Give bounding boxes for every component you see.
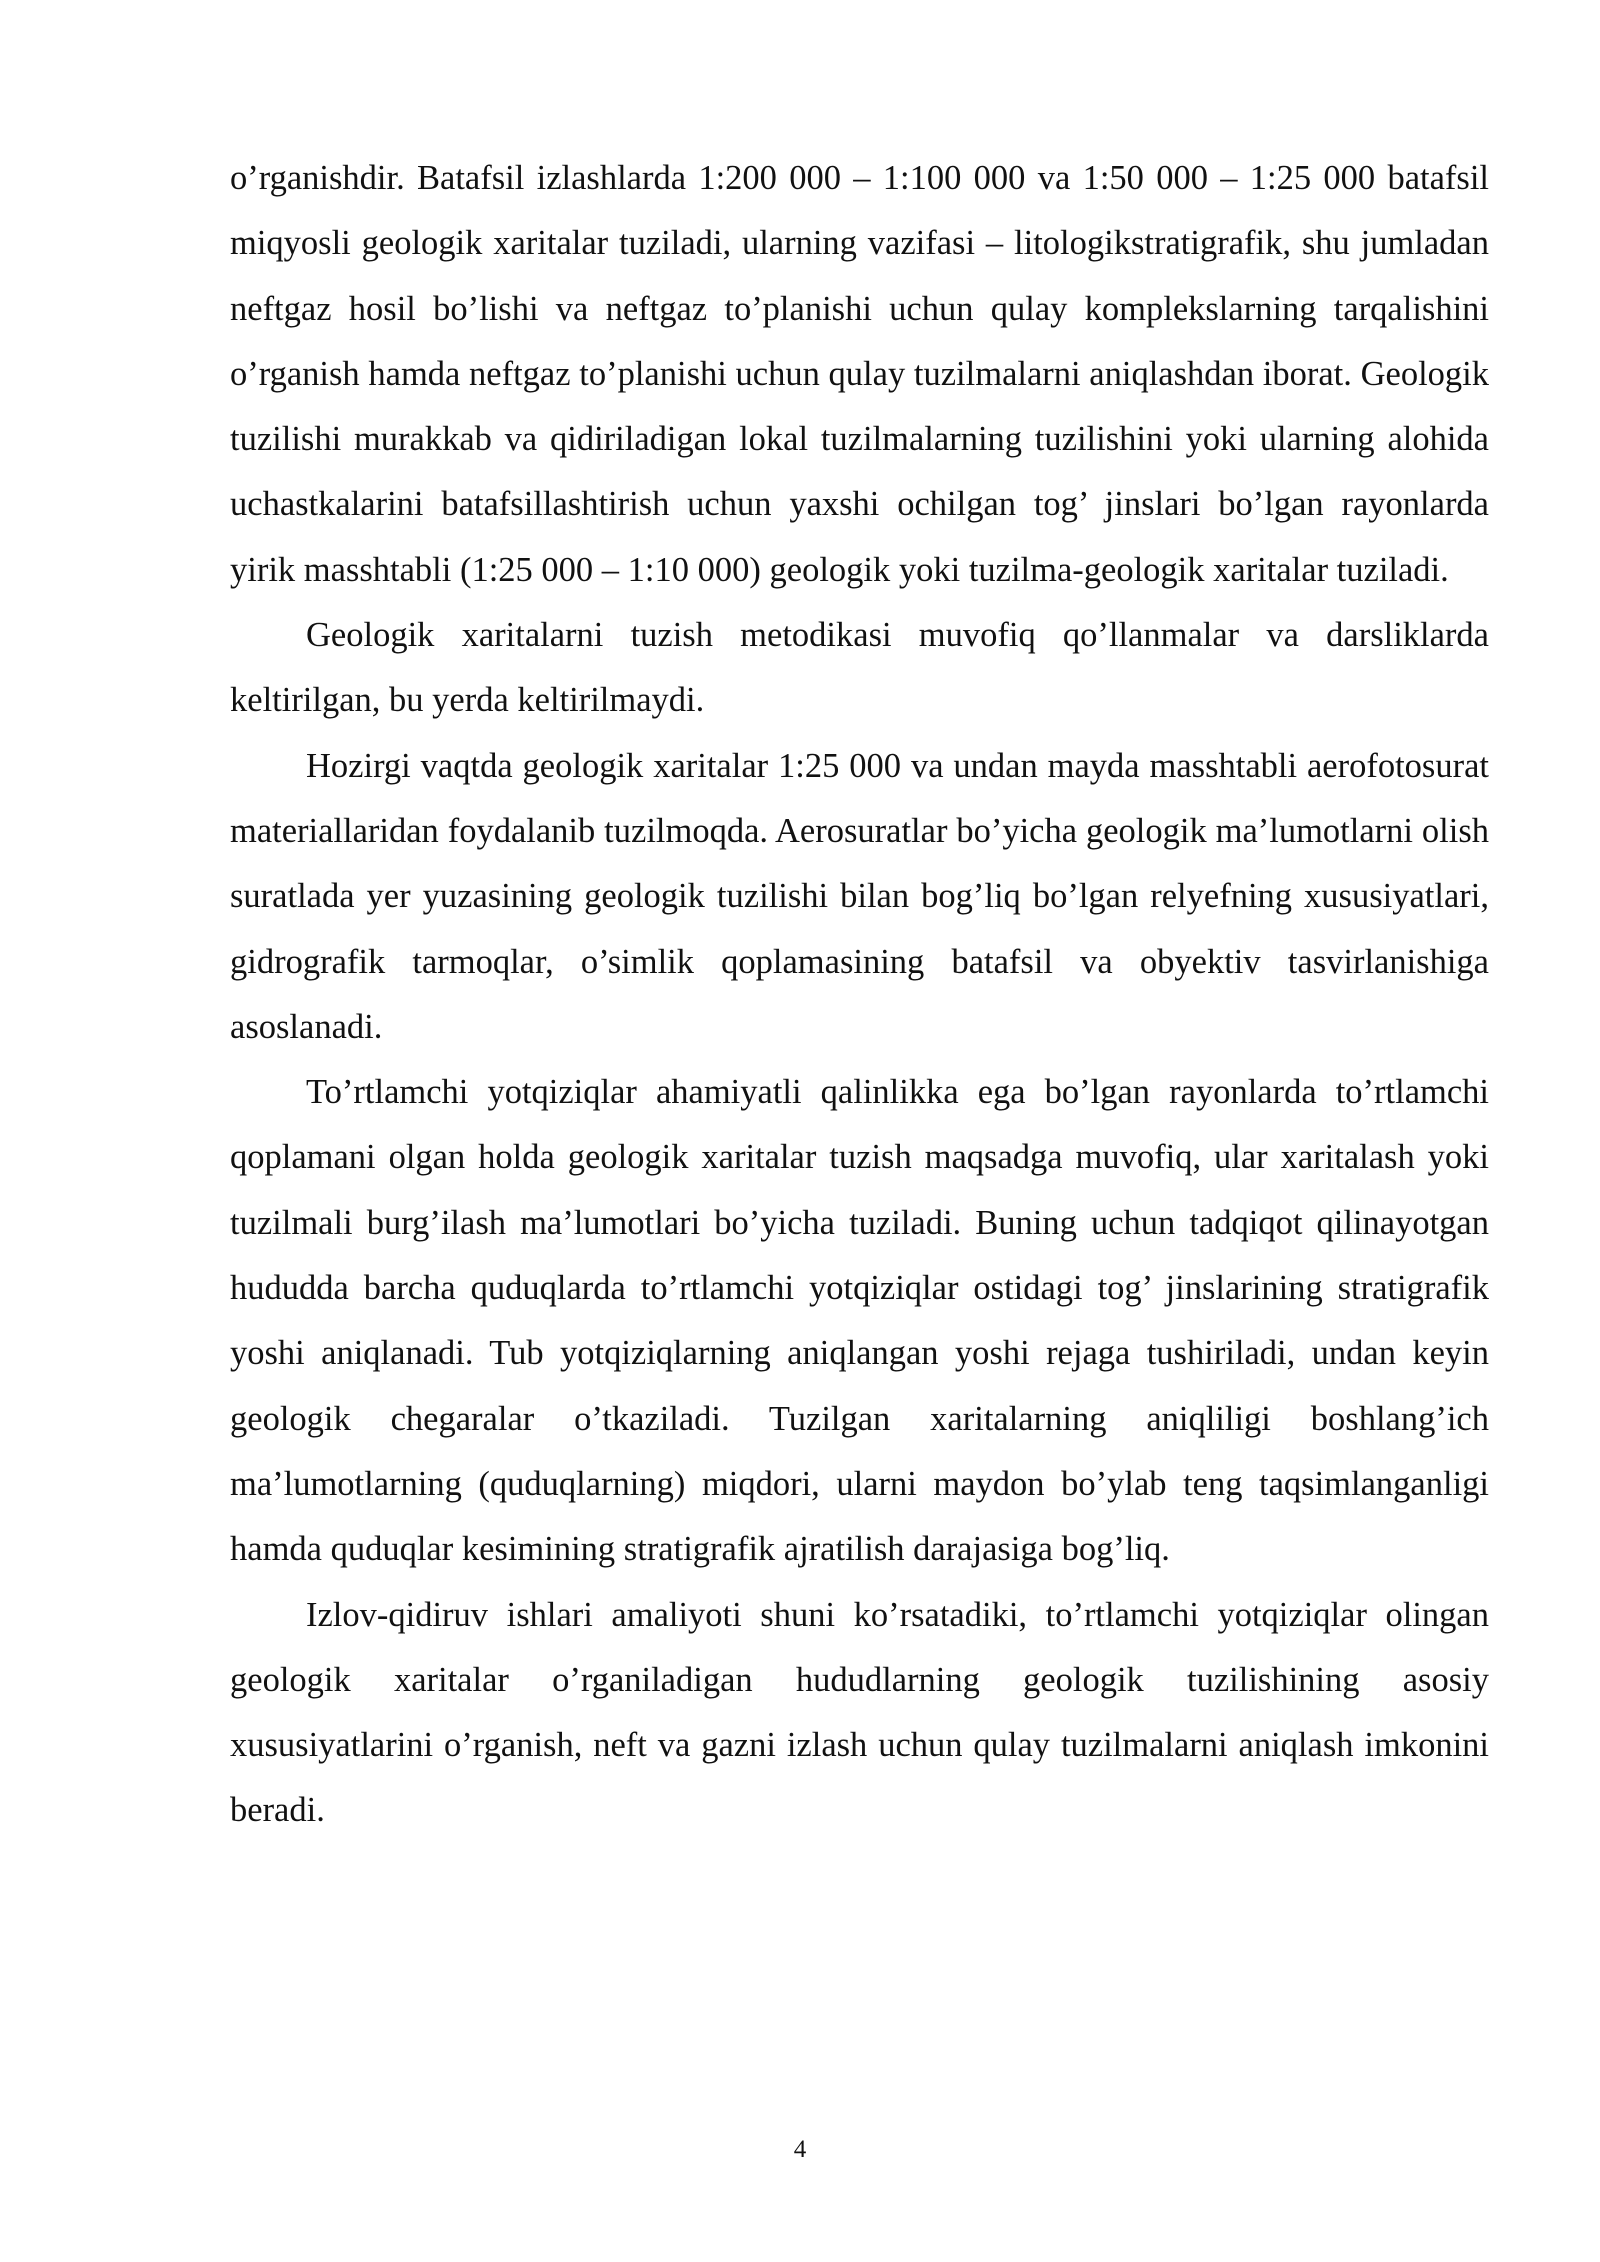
paragraph-methodology: Geologik xaritalarni tuzish metodikasi muvofiq qo’llanmalar va darsliklarda keltirilgan, bu yerda keltirilmaydi. (230, 616, 1489, 720)
paragraph-aerial-photos: Hozirgi vaqtda geologik xaritalar 1:25 000 va undan mayda masshtabli aerofotosurat materiallaridan foydalanib tuzilmoqda. Aerosuratlar bo’yicha geologik ma’lumotlarni olish suratlada yer yuzasining geologik tuzilishi bilan bog’liq bo’lgan relyefning xususiyatlari, gidrografik tarmoqlar, o’simlik qoplamasining batafsil va obyektiv tasvirlanishiga asoslanadi. (230, 746, 1489, 1046)
paragraph-quaternary-deposits: To’rtlamchi yotqiziqlar ahamiyatli qalinlikka ega bo’lgan rayonlarda to’rtlamchi qoplamani olgan holda geologik xaritalar tuzish maqsadga muvofiq, ular xaritalash yoki tuzilmali burg’ilash ma’lumotlari bo’yicha tuziladi. Buning uchun tadqiqot qilinayotgan hududda barcha quduqlarda to’rtlamchi yotqiziqlar ostidagi tog’ jinslarining stratigrafik yoshi aniqlanadi. Tub yotqiziqlarning aniqlangan yoshi rejaga tushiriladi, undan keyin geologik chegaralar o’tkaziladi. Tuzilgan xaritalarning aniqliligi boshlang’ich ma’lumotlarning (quduqlarning) miqdori, ularni maydon bo’ylab teng taqsimlanganligi hamda quduqlar kesimining stratigrafik ajratilish darajasiga bog’liq. (230, 1073, 1489, 1569)
paragraph-continued: o’rganishdir. Batafsil izlashlarda 1:200 000 – 1:100 000 va 1:50 000 – 1:25 000 batafsil miqyosli geologik xaritalar tuziladi, ularning vazifasi – litologikstratigrafik, shu jumladan neftgaz hosil bo’lishi va neftgaz to’planishi uchun qulay komplekslarning tarqalishini o’rganish hamda neftgaz to’planishi uchun qulay tuzilmalarni aniqlashdan iborat. Geologik tuzilishi murakkab va qidiriladigan lokal tuzilmalarning tuzilishini yoki ularning alohida uchastkalarini batafsillashtirish uchun yaxshi ochilgan tog’ jinslari bo’lgan rayonlarda yirik masshtabli (1:25 000 – 1:10 000) geologik yoki tuzilma-geologik xaritalar tuziladi. (230, 159, 1489, 589)
body-text (230, 146, 1489, 1844)
page-number: 4 (793, 2136, 807, 2163)
paragraph-exploration-practice: Izlov-qidiruv ishlari amaliyoti shuni ko’rsatadiki, to’rtlamchi yotqiziqlar olingan geologik xaritalar o’rganiladigan hududlarning geologik tuzilishining asosiy xususiyatlarini o’rganish, neft va gazni izlash uchun qulay tuzilmalarni aniqlash imkonini beradi. (230, 1595, 1489, 1830)
